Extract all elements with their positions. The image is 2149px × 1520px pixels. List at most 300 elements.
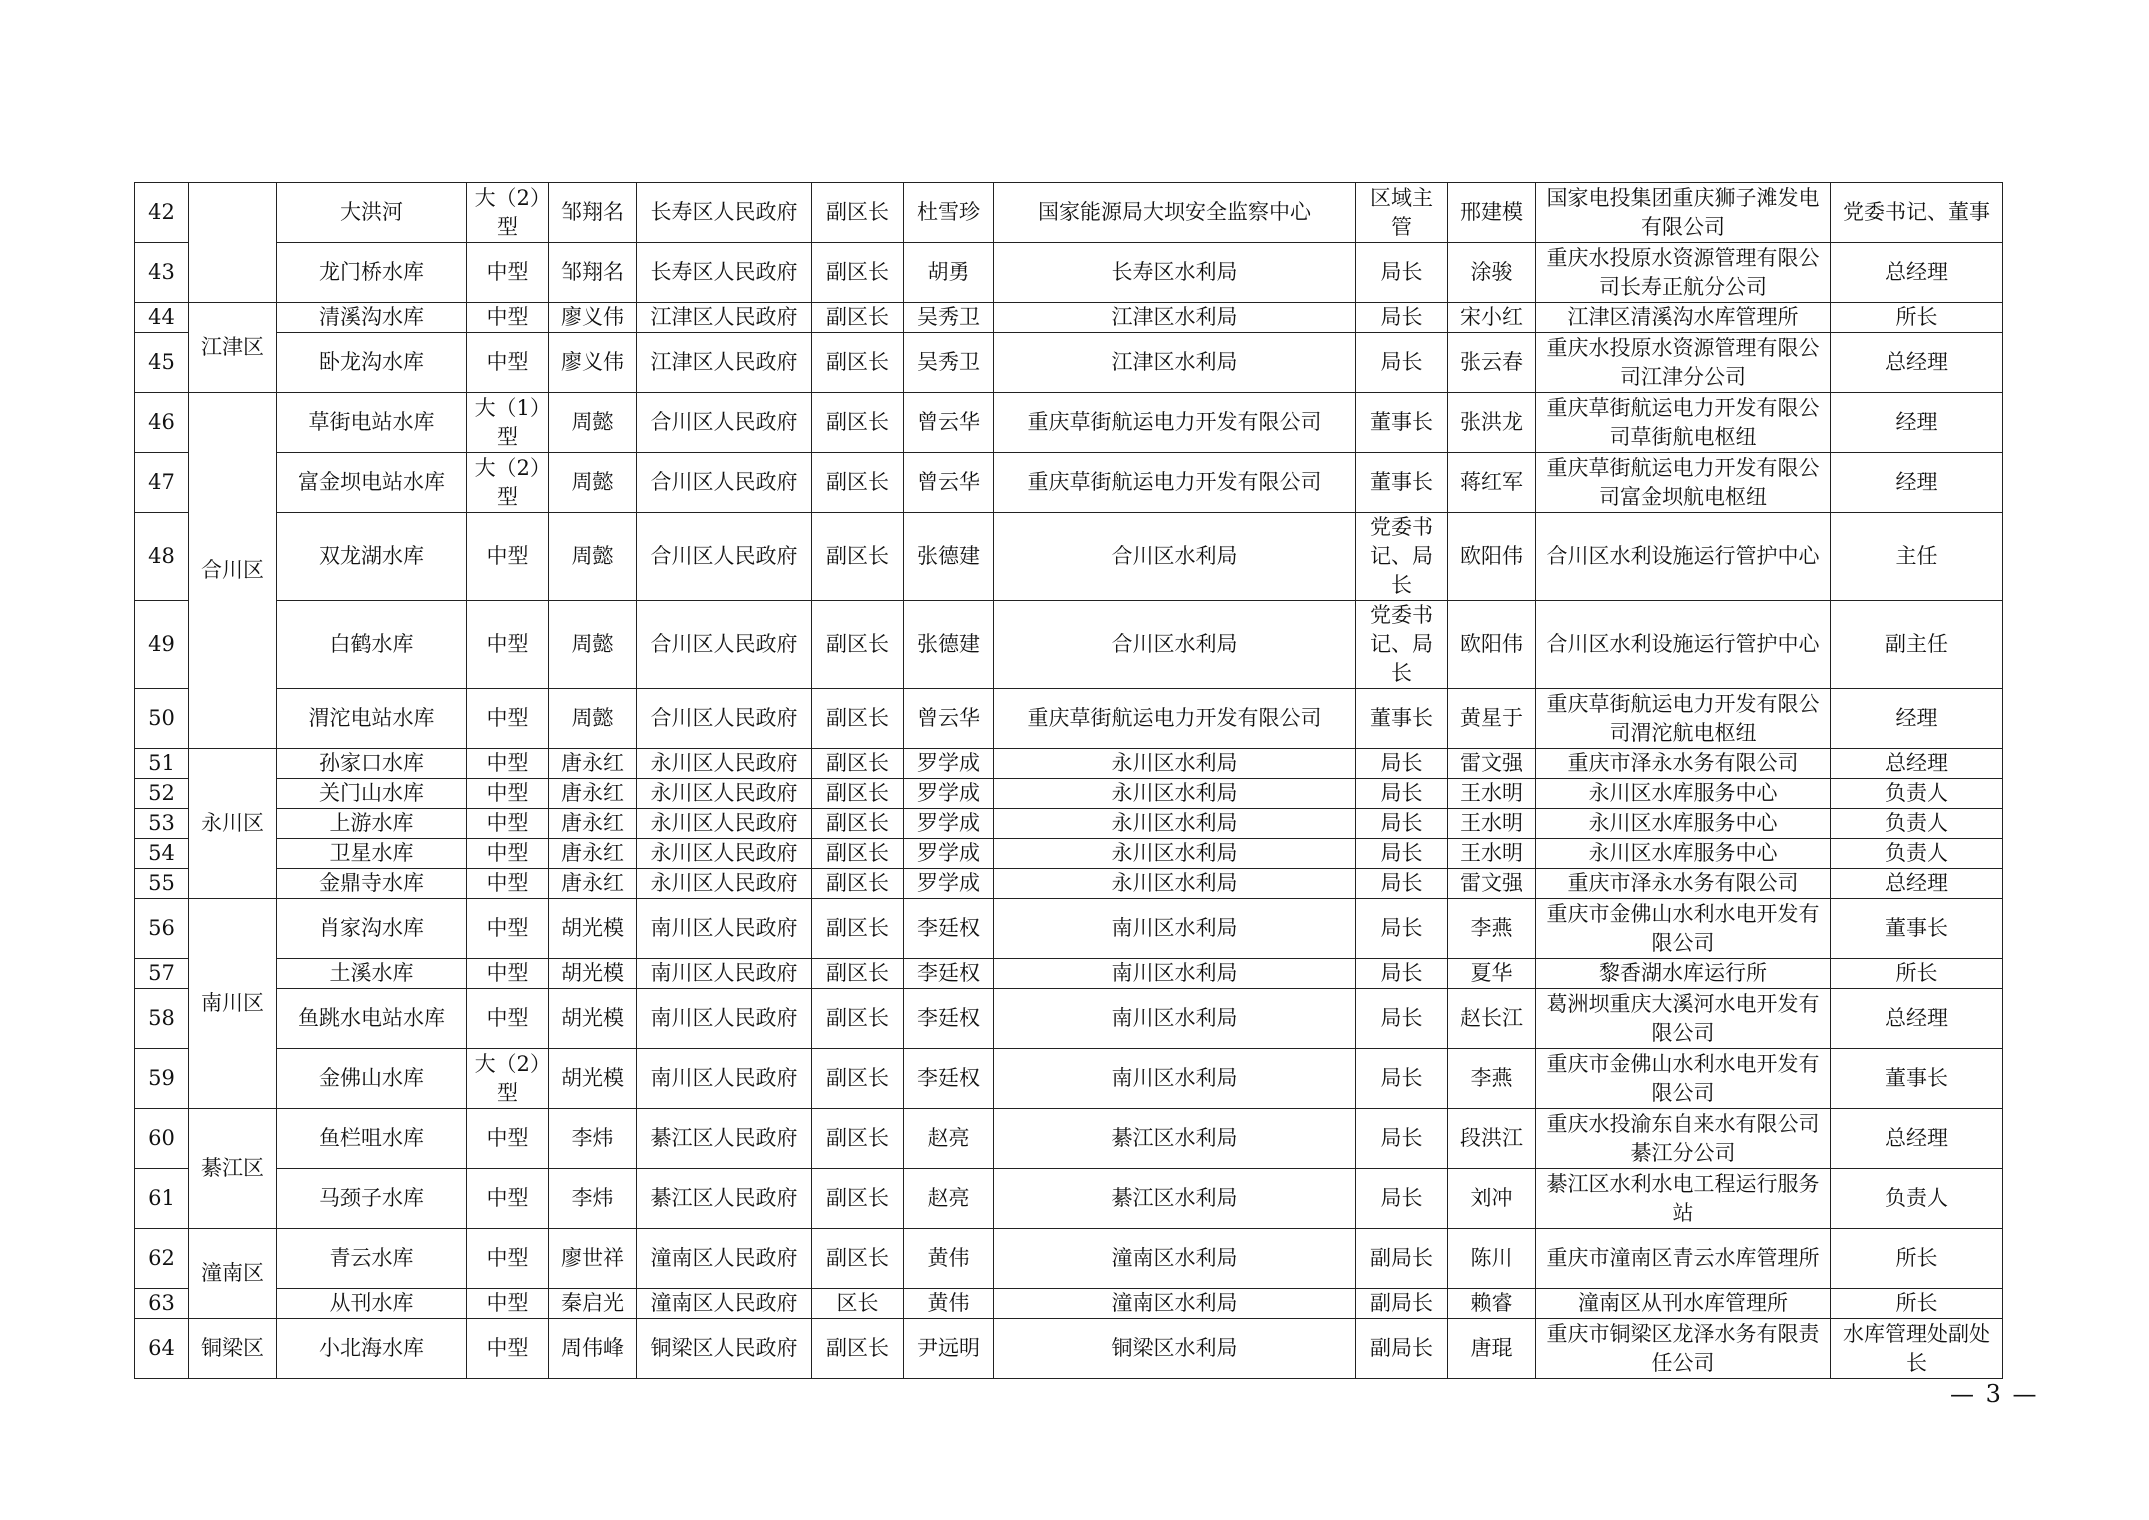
reservoir-name: 从刊水库 <box>277 1289 467 1319</box>
leader-name: 廖义伟 <box>549 333 637 393</box>
row-number: 62 <box>135 1229 189 1289</box>
department-post: 局长 <box>1356 1049 1448 1109</box>
row-number: 63 <box>135 1289 189 1319</box>
table-row <box>135 1109 2003 1169</box>
unit-cell: 重庆草街航运电力开发有限公司草街航电枢纽 <box>1536 393 1831 453</box>
department-post: 董事长 <box>1356 453 1448 513</box>
department-post: 副局长 <box>1356 1319 1448 1379</box>
district-cell: 江津区 <box>189 303 277 393</box>
reservoir-name: 卫星水库 <box>277 839 467 869</box>
post-cell: 副区长 <box>812 869 904 899</box>
post-cell: 副区长 <box>812 989 904 1049</box>
unit-cell: 重庆市潼南区青云水库管理所 <box>1536 1229 1831 1289</box>
reservoir-name: 富金坝电站水库 <box>277 453 467 513</box>
manager-name: 欧阳伟 <box>1448 601 1536 689</box>
leader-name: 胡光模 <box>549 959 637 989</box>
government-cell: 江津区人民政府 <box>637 333 812 393</box>
tech-leader: 李廷权 <box>904 989 994 1049</box>
row-number: 55 <box>135 869 189 899</box>
reservoir-name: 卧龙沟水库 <box>277 333 467 393</box>
government-cell: 合川区人民政府 <box>637 601 812 689</box>
department-post: 局长 <box>1356 869 1448 899</box>
table-row <box>135 333 2003 393</box>
row-number: 44 <box>135 303 189 333</box>
table-row <box>135 839 2003 869</box>
row-number: 54 <box>135 839 189 869</box>
post-cell: 副区长 <box>812 303 904 333</box>
unit-post: 负责人 <box>1831 809 2003 839</box>
reservoir-name: 白鹤水库 <box>277 601 467 689</box>
unit-post: 所长 <box>1831 1289 2003 1319</box>
department-cell: 江津区水利局 <box>994 303 1356 333</box>
table-row <box>135 899 2003 959</box>
scale-cell: 大（2）型 <box>467 1049 549 1109</box>
tech-leader: 吴秀卫 <box>904 303 994 333</box>
row-number: 50 <box>135 689 189 749</box>
department-cell: 南川区水利局 <box>994 1049 1356 1109</box>
department-post: 局长 <box>1356 749 1448 779</box>
post-cell: 副区长 <box>812 959 904 989</box>
unit-cell: 永川区水库服务中心 <box>1536 839 1831 869</box>
department-post: 局长 <box>1356 779 1448 809</box>
reservoir-name: 孙家口水库 <box>277 749 467 779</box>
manager-name: 陈川 <box>1448 1229 1536 1289</box>
district-cell: 合川区 <box>189 393 277 749</box>
post-cell: 副区长 <box>812 809 904 839</box>
leader-name: 唐永红 <box>549 749 637 779</box>
post-cell: 副区长 <box>812 1169 904 1229</box>
reservoir-name: 小北海水库 <box>277 1319 467 1379</box>
leader-name: 唐永红 <box>549 809 637 839</box>
tech-leader: 罗学成 <box>904 779 994 809</box>
leader-name: 胡光模 <box>549 1049 637 1109</box>
department-post: 党委书记、局长 <box>1356 513 1448 601</box>
scale-cell: 中型 <box>467 513 549 601</box>
tech-leader: 李廷权 <box>904 899 994 959</box>
scale-cell: 中型 <box>467 1229 549 1289</box>
reservoir-name: 上游水库 <box>277 809 467 839</box>
table-row <box>135 453 2003 513</box>
government-cell: 永川区人民政府 <box>637 839 812 869</box>
department-cell: 潼南区水利局 <box>994 1289 1356 1319</box>
post-cell: 副区长 <box>812 1229 904 1289</box>
unit-post: 水库管理处副处长 <box>1831 1319 2003 1379</box>
unit-cell: 重庆水投渝东自来水有限公司綦江分公司 <box>1536 1109 1831 1169</box>
department-post: 局长 <box>1356 959 1448 989</box>
department-post: 局长 <box>1356 839 1448 869</box>
department-post: 局长 <box>1356 1169 1448 1229</box>
leader-name: 廖义伟 <box>549 303 637 333</box>
department-post: 局长 <box>1356 809 1448 839</box>
tech-leader: 黄伟 <box>904 1229 994 1289</box>
unit-cell: 永川区水库服务中心 <box>1536 809 1831 839</box>
department-post: 党委书记、局长 <box>1356 601 1448 689</box>
government-cell: 南川区人民政府 <box>637 1049 812 1109</box>
unit-post: 负责人 <box>1831 839 2003 869</box>
unit-post: 总经理 <box>1831 243 2003 303</box>
row-number: 60 <box>135 1109 189 1169</box>
tech-leader: 李廷权 <box>904 1049 994 1109</box>
scale-cell: 中型 <box>467 601 549 689</box>
tech-leader: 张德建 <box>904 513 994 601</box>
tech-leader: 罗学成 <box>904 749 994 779</box>
department-cell: 江津区水利局 <box>994 333 1356 393</box>
tech-leader: 曾云华 <box>904 393 994 453</box>
leader-name: 邹翔名 <box>549 183 637 243</box>
row-number: 52 <box>135 779 189 809</box>
leader-name: 周伟峰 <box>549 1319 637 1379</box>
leader-name: 唐永红 <box>549 869 637 899</box>
unit-cell: 潼南区从刊水库管理所 <box>1536 1289 1831 1319</box>
district-cell: 潼南区 <box>189 1229 277 1319</box>
unit-post: 所长 <box>1831 959 2003 989</box>
unit-post: 总经理 <box>1831 869 2003 899</box>
post-cell: 副区长 <box>812 839 904 869</box>
scale-cell: 中型 <box>467 959 549 989</box>
reservoir-name: 金鼎寺水库 <box>277 869 467 899</box>
scale-cell: 中型 <box>467 989 549 1049</box>
manager-name: 王水明 <box>1448 779 1536 809</box>
post-cell: 副区长 <box>812 1319 904 1379</box>
government-cell: 南川区人民政府 <box>637 989 812 1049</box>
department-cell: 綦江区水利局 <box>994 1109 1356 1169</box>
government-cell: 铜梁区人民政府 <box>637 1319 812 1379</box>
table-row <box>135 749 2003 779</box>
reservoir-table <box>134 182 2003 1379</box>
unit-post: 董事长 <box>1831 1049 2003 1109</box>
department-cell: 永川区水利局 <box>994 869 1356 899</box>
scale-cell: 中型 <box>467 243 549 303</box>
department-cell: 永川区水利局 <box>994 779 1356 809</box>
tech-leader: 吴秀卫 <box>904 333 994 393</box>
government-cell: 江津区人民政府 <box>637 303 812 333</box>
row-number: 51 <box>135 749 189 779</box>
unit-post: 经理 <box>1831 393 2003 453</box>
unit-cell: 綦江区水利水电工程运行服务站 <box>1536 1169 1831 1229</box>
table-row <box>135 869 2003 899</box>
tech-leader: 罗学成 <box>904 839 994 869</box>
unit-cell: 重庆市泽永水务有限公司 <box>1536 749 1831 779</box>
row-number: 59 <box>135 1049 189 1109</box>
reservoir-name: 金佛山水库 <box>277 1049 467 1109</box>
row-number: 42 <box>135 183 189 243</box>
manager-name: 夏华 <box>1448 959 1536 989</box>
unit-cell: 重庆水投原水资源管理有限公司长寿正航分公司 <box>1536 243 1831 303</box>
government-cell: 綦江区人民政府 <box>637 1109 812 1169</box>
district-cell <box>189 183 277 303</box>
row-number: 57 <box>135 959 189 989</box>
reservoir-name: 龙门桥水库 <box>277 243 467 303</box>
unit-post: 副主任 <box>1831 601 2003 689</box>
government-cell: 永川区人民政府 <box>637 809 812 839</box>
manager-name: 邢建模 <box>1448 183 1536 243</box>
district-cell: 南川区 <box>189 899 277 1109</box>
manager-name: 刘冲 <box>1448 1169 1536 1229</box>
leader-name: 周懿 <box>549 453 637 513</box>
reservoir-name: 双龙湖水库 <box>277 513 467 601</box>
manager-name: 段洪江 <box>1448 1109 1536 1169</box>
unit-cell: 合川区水利设施运行管护中心 <box>1536 601 1831 689</box>
department-cell: 重庆草街航运电力开发有限公司 <box>994 689 1356 749</box>
row-number: 47 <box>135 453 189 513</box>
unit-cell: 重庆草街航运电力开发有限公司富金坝航电枢纽 <box>1536 453 1831 513</box>
row-number: 46 <box>135 393 189 453</box>
scale-cell: 大（1）型 <box>467 393 549 453</box>
department-post: 董事长 <box>1356 689 1448 749</box>
manager-name: 宋小红 <box>1448 303 1536 333</box>
scale-cell: 中型 <box>467 869 549 899</box>
reservoir-name: 关门山水库 <box>277 779 467 809</box>
leader-name: 邹翔名 <box>549 243 637 303</box>
department-cell: 重庆草街航运电力开发有限公司 <box>994 453 1356 513</box>
table-row <box>135 1289 2003 1319</box>
post-cell: 副区长 <box>812 601 904 689</box>
unit-post: 总经理 <box>1831 333 2003 393</box>
tech-leader: 胡勇 <box>904 243 994 303</box>
department-post: 局长 <box>1356 243 1448 303</box>
unit-cell: 重庆市金佛山水利水电开发有限公司 <box>1536 899 1831 959</box>
tech-leader: 黄伟 <box>904 1289 994 1319</box>
government-cell: 合川区人民政府 <box>637 513 812 601</box>
row-number: 61 <box>135 1169 189 1229</box>
scale-cell: 中型 <box>467 1169 549 1229</box>
department-post: 区域主管 <box>1356 183 1448 243</box>
department-post: 局长 <box>1356 333 1448 393</box>
leader-name: 周懿 <box>549 689 637 749</box>
reservoir-name: 土溪水库 <box>277 959 467 989</box>
page-number: — 3 — <box>1950 1380 2039 1408</box>
department-post: 局长 <box>1356 303 1448 333</box>
unit-cell: 重庆市铜梁区龙泽水务有限责任公司 <box>1536 1319 1831 1379</box>
scale-cell: 中型 <box>467 1109 549 1169</box>
scale-cell: 中型 <box>467 899 549 959</box>
government-cell: 潼南区人民政府 <box>637 1289 812 1319</box>
scale-cell: 中型 <box>467 779 549 809</box>
district-cell: 綦江区 <box>189 1109 277 1229</box>
department-cell: 綦江区水利局 <box>994 1169 1356 1229</box>
government-cell: 合川区人民政府 <box>637 393 812 453</box>
unit-cell: 合川区水利设施运行管护中心 <box>1536 513 1831 601</box>
department-cell: 铜梁区水利局 <box>994 1319 1356 1379</box>
table-row <box>135 1049 2003 1109</box>
scale-cell: 中型 <box>467 809 549 839</box>
tech-leader: 张德建 <box>904 601 994 689</box>
tech-leader: 李廷权 <box>904 959 994 989</box>
table-row <box>135 1229 2003 1289</box>
department-post: 局长 <box>1356 899 1448 959</box>
unit-cell: 重庆市金佛山水利水电开发有限公司 <box>1536 1049 1831 1109</box>
unit-cell: 重庆水投原水资源管理有限公司江津分公司 <box>1536 333 1831 393</box>
manager-name: 黄星于 <box>1448 689 1536 749</box>
tech-leader: 赵亮 <box>904 1169 994 1229</box>
table-row <box>135 779 2003 809</box>
government-cell: 永川区人民政府 <box>637 869 812 899</box>
manager-name: 王水明 <box>1448 809 1536 839</box>
leader-name: 李炜 <box>549 1169 637 1229</box>
department-post: 局长 <box>1356 989 1448 1049</box>
post-cell: 副区长 <box>812 183 904 243</box>
tech-leader: 杜雪珍 <box>904 183 994 243</box>
row-number: 43 <box>135 243 189 303</box>
manager-name: 欧阳伟 <box>1448 513 1536 601</box>
row-number: 53 <box>135 809 189 839</box>
government-cell: 长寿区人民政府 <box>637 243 812 303</box>
department-cell: 永川区水利局 <box>994 839 1356 869</box>
scale-cell: 中型 <box>467 333 549 393</box>
leader-name: 周懿 <box>549 393 637 453</box>
tech-leader: 赵亮 <box>904 1109 994 1169</box>
department-cell: 南川区水利局 <box>994 959 1356 989</box>
unit-cell: 永川区水库服务中心 <box>1536 779 1831 809</box>
government-cell: 长寿区人民政府 <box>637 183 812 243</box>
table-row <box>135 183 2003 243</box>
tech-leader: 罗学成 <box>904 869 994 899</box>
table-row <box>135 1169 2003 1229</box>
manager-name: 赖睿 <box>1448 1289 1536 1319</box>
department-cell: 南川区水利局 <box>994 899 1356 959</box>
tech-leader: 曾云华 <box>904 689 994 749</box>
scale-cell: 大（2）型 <box>467 453 549 513</box>
leader-name: 周懿 <box>549 513 637 601</box>
department-cell: 重庆草街航运电力开发有限公司 <box>994 393 1356 453</box>
unit-cell: 黎香湖水库运行所 <box>1536 959 1831 989</box>
department-cell: 潼南区水利局 <box>994 1229 1356 1289</box>
unit-cell: 重庆草街航运电力开发有限公司渭沱航电枢纽 <box>1536 689 1831 749</box>
leader-name: 胡光模 <box>549 989 637 1049</box>
table-row <box>135 689 2003 749</box>
post-cell: 区长 <box>812 1289 904 1319</box>
unit-post: 主任 <box>1831 513 2003 601</box>
reservoir-name: 鱼栏咀水库 <box>277 1109 467 1169</box>
table-row <box>135 989 2003 1049</box>
government-cell: 合川区人民政府 <box>637 453 812 513</box>
unit-post: 所长 <box>1831 303 2003 333</box>
unit-post: 党委书记、董事 <box>1831 183 2003 243</box>
government-cell: 潼南区人民政府 <box>637 1229 812 1289</box>
unit-post: 董事长 <box>1831 899 2003 959</box>
table-row <box>135 601 2003 689</box>
department-post: 副局长 <box>1356 1229 1448 1289</box>
government-cell: 綦江区人民政府 <box>637 1169 812 1229</box>
manager-name: 赵长江 <box>1448 989 1536 1049</box>
tech-leader: 罗学成 <box>904 809 994 839</box>
district-cell: 铜梁区 <box>189 1319 277 1379</box>
table-row <box>135 959 2003 989</box>
manager-name: 涂骏 <box>1448 243 1536 303</box>
table-row <box>135 243 2003 303</box>
tech-leader: 曾云华 <box>904 453 994 513</box>
unit-post: 所长 <box>1831 1229 2003 1289</box>
post-cell: 副区长 <box>812 779 904 809</box>
table-row <box>135 809 2003 839</box>
tech-leader: 尹远明 <box>904 1319 994 1379</box>
manager-name: 李燕 <box>1448 1049 1536 1109</box>
reservoir-name: 渭沱电站水库 <box>277 689 467 749</box>
post-cell: 副区长 <box>812 749 904 779</box>
scale-cell: 中型 <box>467 689 549 749</box>
post-cell: 副区长 <box>812 1109 904 1169</box>
table-row <box>135 303 2003 333</box>
scale-cell: 中型 <box>467 1289 549 1319</box>
reservoir-name: 肖家沟水库 <box>277 899 467 959</box>
row-number: 45 <box>135 333 189 393</box>
row-number: 49 <box>135 601 189 689</box>
table-row <box>135 513 2003 601</box>
leader-name: 廖世祥 <box>549 1229 637 1289</box>
leader-name: 秦启光 <box>549 1289 637 1319</box>
department-cell: 合川区水利局 <box>994 601 1356 689</box>
scale-cell: 中型 <box>467 749 549 779</box>
government-cell: 合川区人民政府 <box>637 689 812 749</box>
table-row <box>135 1319 2003 1379</box>
reservoir-name: 青云水库 <box>277 1229 467 1289</box>
department-cell: 永川区水利局 <box>994 749 1356 779</box>
unit-post: 负责人 <box>1831 779 2003 809</box>
manager-name: 唐琨 <box>1448 1319 1536 1379</box>
row-number: 64 <box>135 1319 189 1379</box>
scale-cell: 中型 <box>467 839 549 869</box>
unit-cell: 国家电投集团重庆狮子滩发电 有限公司 <box>1536 183 1831 243</box>
government-cell: 永川区人民政府 <box>637 779 812 809</box>
reservoir-name: 马颈子水库 <box>277 1169 467 1229</box>
manager-name: 张洪龙 <box>1448 393 1536 453</box>
unit-cell: 重庆市泽永水务有限公司 <box>1536 869 1831 899</box>
unit-post: 经理 <box>1831 453 2003 513</box>
post-cell: 副区长 <box>812 453 904 513</box>
reservoir-name: 清溪沟水库 <box>277 303 467 333</box>
manager-name: 李燕 <box>1448 899 1536 959</box>
department-cell: 合川区水利局 <box>994 513 1356 601</box>
reservoir-name: 大洪河 <box>277 183 467 243</box>
unit-cell: 葛洲坝重庆大溪河水电开发有限公司 <box>1536 989 1831 1049</box>
leader-name: 李炜 <box>549 1109 637 1169</box>
unit-post: 总经理 <box>1831 989 2003 1049</box>
unit-post: 总经理 <box>1831 749 2003 779</box>
post-cell: 副区长 <box>812 513 904 601</box>
post-cell: 副区长 <box>812 333 904 393</box>
leader-name: 唐永红 <box>549 779 637 809</box>
leader-name: 周懿 <box>549 601 637 689</box>
row-number: 58 <box>135 989 189 1049</box>
reservoir-name: 鱼跳水电站水库 <box>277 989 467 1049</box>
department-cell: 长寿区水利局 <box>994 243 1356 303</box>
post-cell: 副区长 <box>812 899 904 959</box>
department-cell: 南川区水利局 <box>994 989 1356 1049</box>
department-cell: 国家能源局大坝安全监察中心 <box>994 183 1356 243</box>
government-cell: 南川区人民政府 <box>637 959 812 989</box>
scale-cell: 大（2）型 <box>467 183 549 243</box>
unit-post: 总经理 <box>1831 1109 2003 1169</box>
leader-name: 唐永红 <box>549 839 637 869</box>
department-cell: 永川区水利局 <box>994 809 1356 839</box>
post-cell: 副区长 <box>812 1049 904 1109</box>
department-post: 副局长 <box>1356 1289 1448 1319</box>
unit-post: 负责人 <box>1831 1169 2003 1229</box>
row-number: 48 <box>135 513 189 601</box>
post-cell: 副区长 <box>812 689 904 749</box>
post-cell: 副区长 <box>812 243 904 303</box>
manager-name: 王水明 <box>1448 839 1536 869</box>
leader-name: 胡光模 <box>549 899 637 959</box>
post-cell: 副区长 <box>812 393 904 453</box>
manager-name: 雷文强 <box>1448 749 1536 779</box>
manager-name: 张云春 <box>1448 333 1536 393</box>
district-cell: 永川区 <box>189 749 277 899</box>
unit-cell: 江津区清溪沟水库管理所 <box>1536 303 1831 333</box>
unit-post: 经理 <box>1831 689 2003 749</box>
manager-name: 蒋红军 <box>1448 453 1536 513</box>
government-cell: 永川区人民政府 <box>637 749 812 779</box>
